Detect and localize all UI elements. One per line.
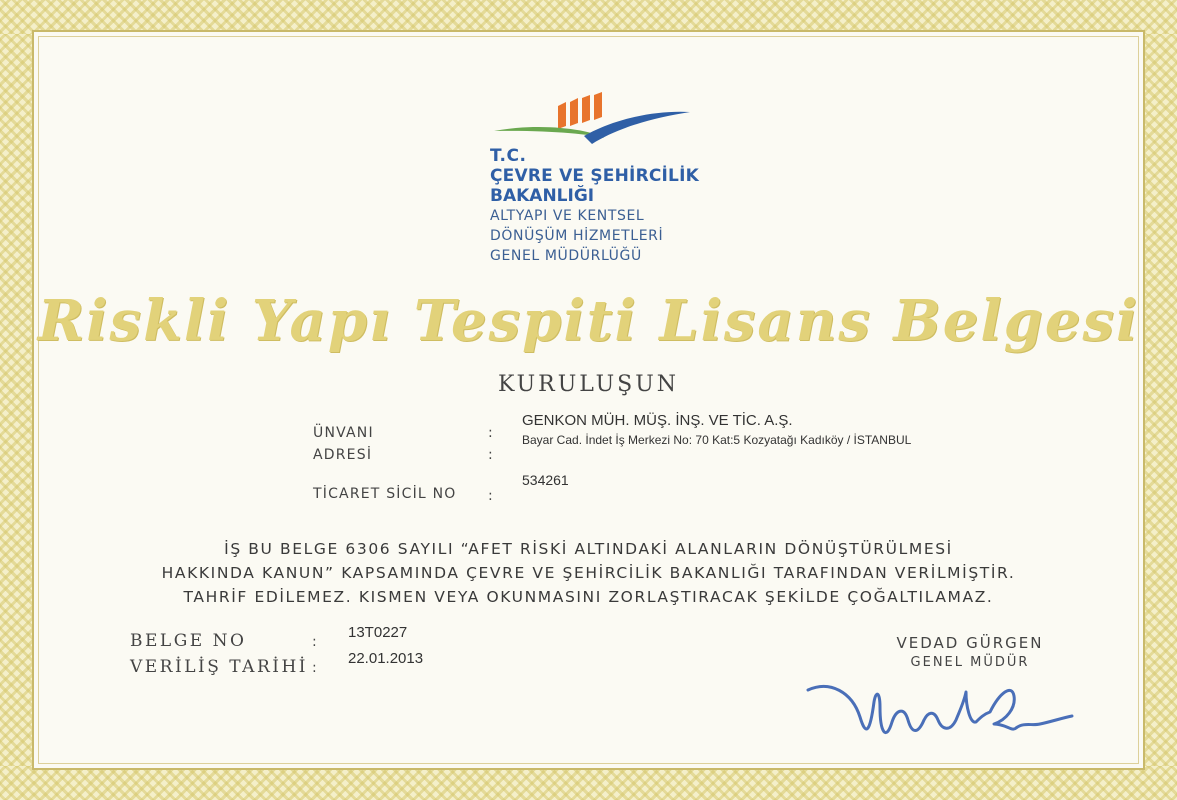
logo-department-3: GENEL MÜDÜRLÜĞÜ bbox=[490, 248, 642, 264]
legal-text-line-3: TAHRİF EDİLEMEZ. KISMEN VEYA OKUNMASINI ZORLAŞTIRACAK ŞEKİLDE ÇOĞALTILAMAZ. bbox=[183, 588, 994, 606]
official-name: VEDAD GÜRGEN bbox=[896, 634, 1044, 652]
certificate-title: Riskli Yapı Tespiti Lisans Belgesi bbox=[37, 288, 1140, 354]
belge-no-label: BELGE NO bbox=[130, 631, 247, 651]
belge-no-value: 13T0227 bbox=[348, 624, 408, 641]
verilis-tarihi-value: 22.01.2013 bbox=[348, 650, 424, 667]
logo-department-1: ALTYAPI VE KENTSEL bbox=[490, 208, 645, 224]
section-heading: KURULUŞUN bbox=[497, 372, 680, 397]
legal-text-line-1: İŞ BU BELGE 6306 SAYILI “AFET RİSKİ ALTINDAKİ ALANLARIN DÖNÜŞTÜRÜLMESİ bbox=[224, 540, 953, 558]
sicil-value: 534261 bbox=[522, 472, 569, 488]
logo-tc: T.C. bbox=[490, 146, 527, 166]
unvani-value: GENKON MÜH. MÜŞ. İNŞ. VE TİC. A.Ş. bbox=[522, 412, 793, 429]
logo-ministry: ÇEVRE VE ŞEHİRCİLİK bbox=[490, 166, 699, 186]
unvani-colon: : bbox=[488, 425, 493, 441]
belge-no-colon: : bbox=[312, 634, 317, 650]
adresi-colon: : bbox=[488, 447, 493, 463]
adresi-label: ADRESİ bbox=[313, 447, 373, 463]
verilis-tarihi-colon: : bbox=[312, 660, 317, 676]
sicil-label: TİCARET SİCİL NO bbox=[313, 486, 457, 502]
adresi-value: Bayar Cad. İndet İş Merkezi No: 70 Kat:5 Kozyatağı Kadıköy / İSTANBUL bbox=[522, 433, 912, 447]
verilis-tarihi-label: VERİLİŞ TARİHİ bbox=[130, 657, 308, 677]
sicil-colon: : bbox=[488, 488, 493, 504]
logo-bakanlik: BAKANLIĞI bbox=[490, 186, 595, 206]
signature-icon bbox=[800, 662, 1080, 762]
official-role: GENEL MÜDÜR bbox=[910, 655, 1030, 670]
legal-text-line-2: HAKKINDA KANUN” KAPSAMINDA ÇEVRE VE ŞEHİRCİLİK BAKANLIĞI TARAFINDAN VERİLMİŞTİR. bbox=[161, 564, 1016, 582]
logo-department-2: DÖNÜŞÜM HİZMETLERİ bbox=[490, 228, 664, 244]
ministry-logo-text bbox=[490, 146, 699, 266]
unvani-label: ÜNVANI bbox=[313, 425, 374, 441]
